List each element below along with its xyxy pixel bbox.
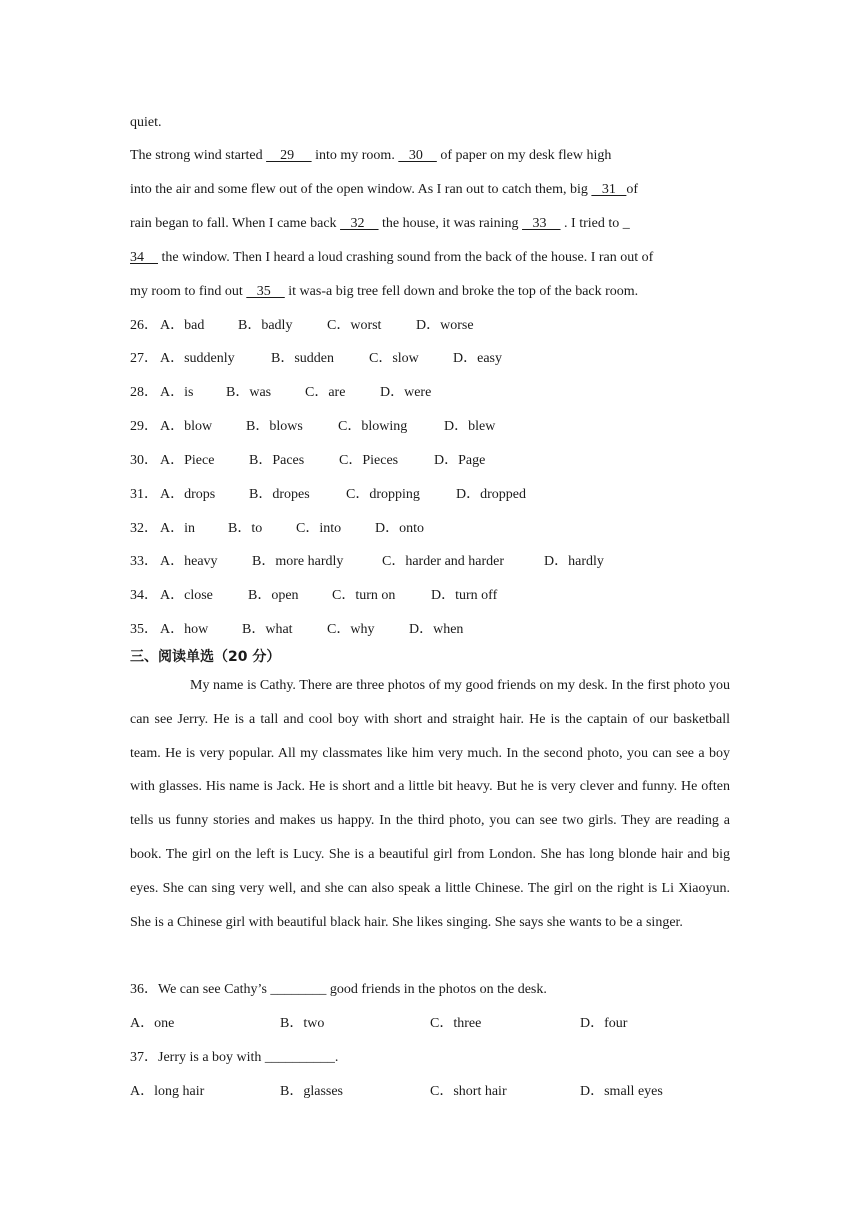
question-number: 30．: [130, 453, 158, 468]
option-b[interactable]: B．sudden: [271, 351, 334, 366]
option-d[interactable]: D．blew: [444, 419, 496, 434]
cloze-text: it was-a big tree fell down and broke the top of the back room.: [284, 284, 639, 299]
question-number: 27．: [130, 351, 158, 366]
cloze-text: the house, it was raining: [378, 216, 523, 231]
option-b[interactable]: B．was: [226, 385, 272, 400]
blank-34: 34: [130, 250, 158, 265]
question-number: 28．: [130, 385, 158, 400]
cloze-text: into my room.: [311, 148, 399, 163]
option-b[interactable]: B．two: [280, 1016, 325, 1031]
question-number: 33．: [130, 554, 158, 569]
option-c[interactable]: C．Pieces: [339, 453, 399, 468]
blank-32: 32: [340, 216, 379, 231]
option-c[interactable]: C．worst: [327, 318, 382, 333]
cloze-text: quiet.: [130, 115, 162, 130]
question-number: 35．: [130, 622, 158, 637]
option-c[interactable]: C．why: [327, 622, 375, 637]
cloze-text: of: [626, 182, 639, 197]
blank-31: 31: [591, 182, 627, 197]
cloze-line-1: [130, 114, 162, 132]
option-d[interactable]: D．four: [580, 1016, 628, 1031]
option-a[interactable]: A．Piece: [160, 453, 215, 468]
question-number: 34．: [130, 588, 158, 603]
option-d[interactable]: D．were: [380, 385, 432, 400]
question-number: 31．: [130, 487, 158, 502]
option-b[interactable]: B．dropes: [249, 487, 310, 502]
reading-passage: [130, 669, 730, 939]
cloze-text: . I tried to: [560, 216, 623, 231]
question-number: 32．: [130, 521, 158, 536]
option-c[interactable]: C．are: [305, 385, 346, 400]
option-d[interactable]: D．hardly: [544, 554, 604, 569]
option-a[interactable]: A．how: [160, 622, 209, 637]
blank-33: 33: [522, 216, 561, 231]
question-number: 26．: [130, 318, 158, 333]
cloze-text: into the air and some flew out of the open window. As I ran out to catch them, big: [130, 182, 592, 197]
option-c[interactable]: C．blowing: [338, 419, 408, 434]
option-d[interactable]: D．dropped: [456, 487, 526, 502]
cloze-text: the window. Then I heard a loud crashing sound from the back of the house. I ran out of: [158, 250, 654, 265]
blank-30: 30: [398, 148, 437, 163]
option-a[interactable]: A．one: [130, 1016, 175, 1031]
option-a[interactable]: A．suddenly: [160, 351, 235, 366]
option-c[interactable]: C．dropping: [346, 487, 420, 502]
blank-35: 35: [246, 284, 285, 299]
option-a[interactable]: A．close: [160, 588, 213, 603]
option-b[interactable]: B．Paces: [249, 453, 305, 468]
option-d[interactable]: D．turn off: [431, 588, 498, 603]
option-a[interactable]: A．blow: [160, 419, 213, 434]
question-37-stem: 37．Jerry is a boy with __________.: [130, 1050, 339, 1065]
option-c[interactable]: C．short hair: [430, 1084, 507, 1099]
option-c[interactable]: C．slow: [369, 351, 419, 366]
option-d[interactable]: D．Page: [434, 453, 486, 468]
option-c[interactable]: C．turn on: [332, 588, 396, 603]
option-a[interactable]: A．heavy: [160, 554, 218, 569]
option-d[interactable]: D．easy: [453, 351, 502, 366]
option-d[interactable]: D．onto: [375, 521, 424, 536]
option-b[interactable]: B．badly: [238, 318, 293, 333]
option-b[interactable]: B．what: [242, 622, 293, 637]
blank-29: 29: [266, 148, 312, 163]
option-b[interactable]: B．more hardly: [252, 554, 344, 569]
passage-text: My name is Cathy. There are three photos of my good friends on my desk. In the first photo you can see Jerry. He is a tall and cool boy with short and straight hair. He is the captain of our basketball team. He is very popular. All my classmates like him very much. In the second photo, you can see a boy with glasses. His name is Jack. He is short and a little bit heavy. But he is very clever and funny. He often tells us funny stories and makes us happy. In the third photo, you can see two girls. They are reading a book. The girl on the left is Lucy. She is a beautiful girl from London. She has long blonde hair and big eyes. She can sing very well, and she can also speak a little Chinese. The girl on the right is Li Xiaoyun. She is a Chinese girl with beautiful black hair. She likes singing. She says she wants to be a singer.: [130, 678, 730, 930]
cloze-line-5: [130, 249, 653, 267]
option-b[interactable]: B．glasses: [280, 1084, 343, 1099]
cloze-line-4: [130, 215, 630, 233]
cloze-line-6: [130, 283, 638, 301]
option-a[interactable]: A．bad: [160, 318, 205, 333]
cloze-text: of paper on my desk flew high: [436, 148, 612, 163]
blank-34-start: _: [622, 216, 630, 231]
option-b[interactable]: B．to: [228, 521, 263, 536]
option-a[interactable]: A．long hair: [130, 1084, 205, 1099]
option-c[interactable]: C．into: [296, 521, 342, 536]
cloze-text: my room to find out: [130, 284, 247, 299]
question-number: 29．: [130, 419, 158, 434]
option-c[interactable]: C．three: [430, 1016, 482, 1031]
question-36-stem: 36．We can see Cathy’s ________ good friends in the photos on the desk.: [130, 982, 547, 997]
option-a[interactable]: A．is: [160, 385, 194, 400]
cloze-line-2: [130, 147, 611, 165]
option-a[interactable]: A．drops: [160, 487, 216, 502]
option-b[interactable]: B．blows: [246, 419, 303, 434]
section-heading: 三、阅读单选（20 分）: [130, 649, 281, 665]
option-c[interactable]: C．harder and harder: [382, 554, 505, 569]
option-d[interactable]: D．small eyes: [580, 1084, 663, 1099]
cloze-text: The strong wind started: [130, 148, 267, 163]
option-d[interactable]: D．worse: [416, 318, 474, 333]
cloze-line-3: [130, 181, 638, 199]
option-b[interactable]: B．open: [248, 588, 299, 603]
cloze-text: rain began to fall. When I came back: [130, 216, 341, 231]
option-a[interactable]: A．in: [160, 521, 195, 536]
option-d[interactable]: D．when: [409, 622, 464, 637]
